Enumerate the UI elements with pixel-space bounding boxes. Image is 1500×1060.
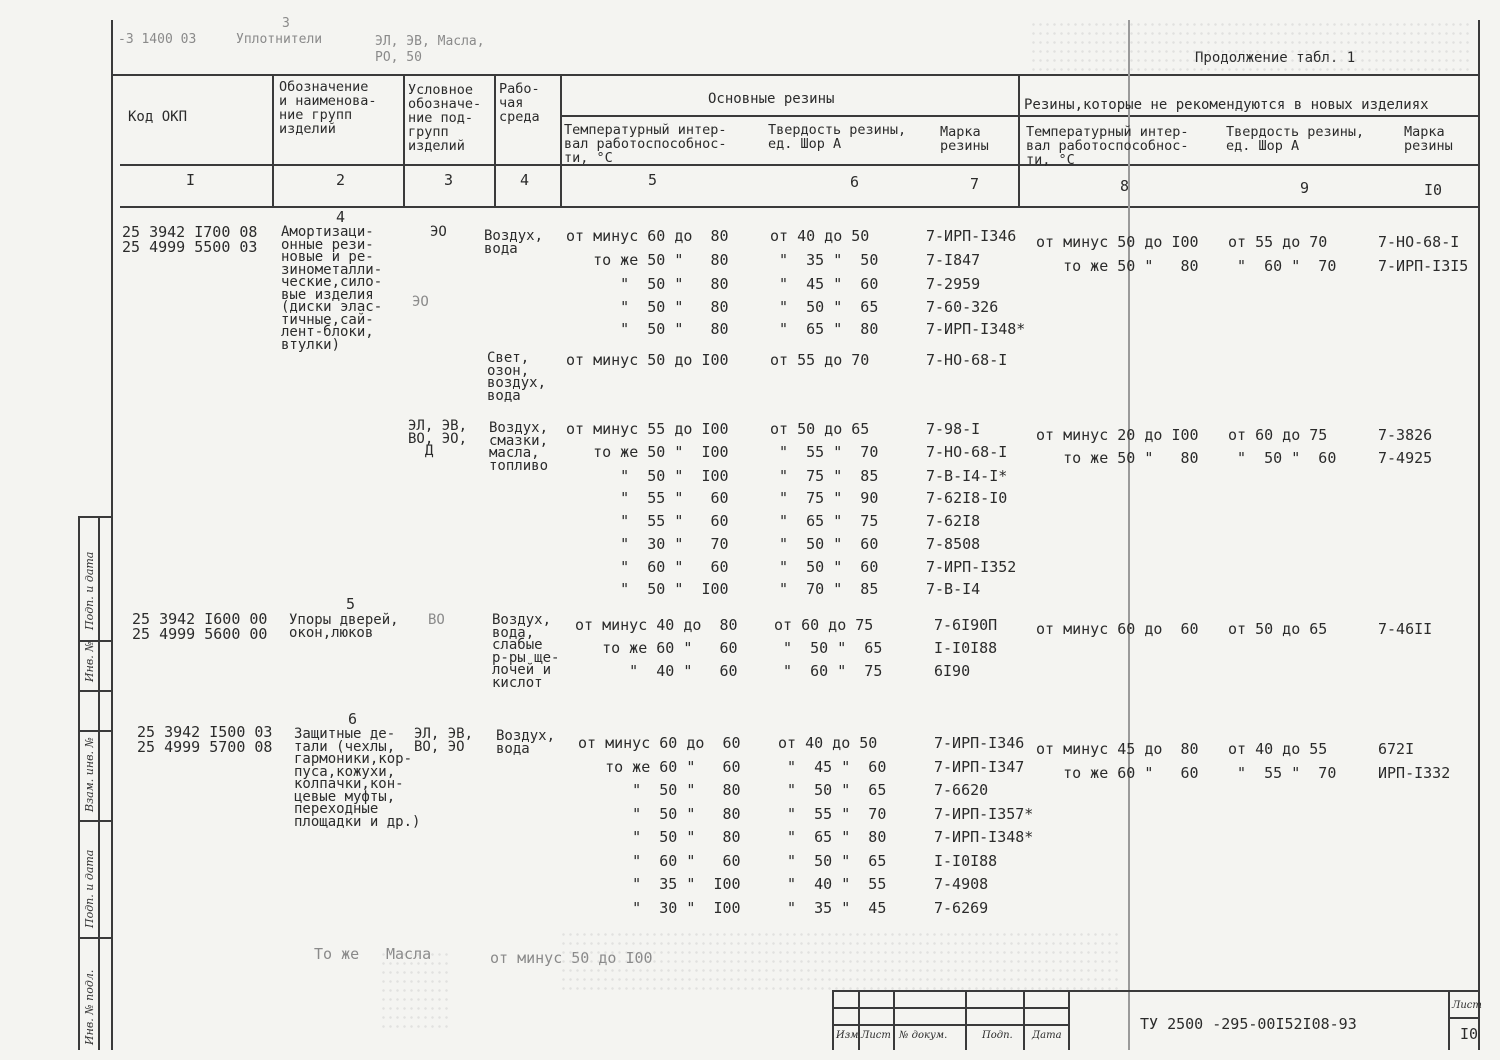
hardness-range: от 50 до 65: [770, 420, 870, 438]
stamp-v: [858, 990, 860, 1050]
rubber-brand: 7-В-I4: [926, 580, 981, 598]
scan-noise: [380, 950, 450, 1030]
rubber-brand-not-recommended: 7-3826: [1378, 426, 1433, 444]
hardness-range: " 40 " 55: [778, 875, 887, 893]
col-num-2: 2: [336, 171, 346, 189]
stamp-line: [1448, 1017, 1478, 1019]
hardness-range: " 50 " 65: [778, 781, 887, 799]
stamp-v: [1068, 990, 1070, 1050]
col-num-9: 9: [1300, 179, 1310, 197]
hardness-range: " 50 " 65: [778, 852, 887, 870]
same-as-above: То же: [314, 945, 360, 963]
temp-range: " 50 " 80: [578, 805, 741, 823]
col-num-8: 8: [1120, 177, 1130, 195]
hardness-range: от 55 до 70: [770, 351, 870, 369]
temp-range: " 40 " 60: [575, 662, 738, 680]
temp-range-not-recommended: от минус 50 до I00: [1036, 233, 1199, 251]
rubber-brand-not-recommended: 672I: [1378, 740, 1415, 758]
col-divider: [403, 74, 405, 206]
temp-range: то же 50 " 80: [566, 251, 729, 269]
temp-range: " 60 " 60: [578, 852, 741, 870]
temp-range: от минус 40 до 80: [575, 616, 738, 634]
working-medium: Воздух, вода: [484, 228, 544, 257]
temp-range: " 30 " I00: [578, 899, 741, 917]
rubber-brand: 7-62I8-I0: [926, 489, 1008, 507]
temp-range: " 50 " 80: [566, 275, 729, 293]
side-label-sign-date-1: Подп. и дата: [83, 551, 96, 630]
col-num-4: 4: [520, 171, 530, 189]
side-box-line: [78, 730, 112, 732]
rubber-brand: 7-2959: [926, 275, 981, 293]
header-brand: Марка резины: [940, 124, 989, 154]
rubber-brand: 7-ИРП-I348*: [934, 828, 1034, 846]
okp-code: 25 3942 I500 03 25 4999 5700 08: [137, 723, 273, 756]
rubber-brand: 7-6I90П: [934, 616, 998, 634]
col-num-5: 5: [648, 171, 658, 189]
top-header-num: 3: [282, 16, 290, 31]
side-box-line: [78, 937, 112, 939]
rubber-brand-not-recommended: 7-ИРП-I3I5: [1378, 257, 1469, 275]
header-main-rubbers: Основные резины: [708, 91, 835, 107]
hardness-range: " 50 " 65: [770, 298, 879, 316]
rubber-brand: 7-ИРП-I352: [926, 558, 1017, 576]
rubber-brand: 7-ИРП-I346: [926, 227, 1017, 245]
temp-range-not-recommended: от минус 20 до I00: [1036, 426, 1199, 444]
hardness-not-recommended: " 60 " 70: [1228, 257, 1337, 275]
group-number: 6: [348, 710, 358, 728]
hardness-not-recommended: от 60 до 75: [1228, 426, 1328, 444]
rubber-brand: 7-ИРП-I348*: [926, 320, 1026, 338]
header-group: Обозначение и наименова- ние групп изделий: [279, 79, 377, 137]
hardness-range: " 65 " 80: [770, 320, 879, 338]
subgroup-code: ЭЛ, ЭВ, ВО, ЭО: [414, 726, 474, 755]
rubber-brand-not-recommended: 7-46II: [1378, 620, 1433, 638]
hardness-range: " 70 " 85: [770, 580, 879, 598]
temp-range-not-recommended: то же 60 " 60: [1036, 764, 1199, 782]
hardness-range: " 50 " 65: [774, 639, 883, 657]
group-number: 4: [336, 208, 346, 226]
hardness-range: " 50 " 60: [770, 558, 879, 576]
header-bottom-line: [120, 164, 1478, 166]
rubber-brand: 7-8508: [926, 535, 981, 553]
temp-range-not-recommended: то же 50 " 80: [1036, 449, 1199, 467]
subgroup-code: ВО: [428, 612, 445, 628]
hardness-range: " 55 " 70: [778, 805, 887, 823]
temp-range: то же 60 " 60: [578, 758, 741, 776]
temp-range: от минус 55 до I00: [566, 420, 729, 438]
group-name: Амортизаци- онные рези- новые и ре- зинометалли- ческие,сило- вые изделия (диски элас- тичные,сай- лент-блоки, втулки): [281, 224, 383, 353]
side-label-sign-date-2: Подп. и дата: [83, 849, 96, 928]
col-number-line: [120, 206, 1478, 208]
hardness-range: " 75 " 85: [770, 467, 879, 485]
hardness-range: " 35 " 50: [770, 251, 879, 269]
temp-range: от минус 60 до 60: [578, 734, 741, 752]
top-types-2: РО, 50: [375, 50, 422, 65]
rubber-brand-not-recommended: 7-4925: [1378, 449, 1433, 467]
stamp-v: [1448, 990, 1450, 1050]
side-label-replace-inv: Взам. инв. №: [83, 737, 96, 812]
rubber-brand: 7-НО-68-I: [926, 351, 1008, 369]
header-medium: Рабо- чая среда: [499, 81, 540, 125]
header-not-recommended: Резины,которые не рекомендуются в новых изделиях: [1024, 97, 1429, 113]
top-code: -3 1400 03: [118, 32, 197, 47]
header-brand-2: Марка резины: [1404, 124, 1453, 154]
group-number: 5: [346, 595, 356, 613]
stamp-col-change: Изм: [836, 1030, 859, 1041]
side-box-line: [78, 690, 112, 692]
hardness-range: " 55 " 70: [770, 443, 879, 461]
table-top-line: [111, 74, 1479, 76]
hardness-range: от 40 до 50: [778, 734, 878, 752]
header-temp-2: Температурный интер- вал работоспособнос- ти, °С: [1026, 124, 1189, 168]
rubber-brand: 7-ИРП-I347: [934, 758, 1025, 776]
hardness-range: от 60 до 75: [774, 616, 874, 634]
side-box-line: [78, 820, 112, 822]
hardness-range: " 35 " 45: [778, 899, 887, 917]
stamp-col-date: Дата: [1032, 1030, 1062, 1041]
stamp-top: [832, 990, 1478, 992]
hardness-range: " 60 " 75: [774, 662, 883, 680]
side-box-left: [78, 516, 80, 1050]
temp-range: то же 50 " I00: [566, 443, 729, 461]
temp-range: от минус 50 до I00: [566, 351, 729, 369]
temp-range-not-recommended: от минус 45 до 80: [1036, 740, 1199, 758]
temp-range: " 30 " 70: [566, 535, 729, 553]
hardness-range: " 45 " 60: [770, 275, 879, 293]
doc-designation: ТУ 2500 -295-00I52I08-93: [1140, 1015, 1357, 1033]
col-num-1: I: [186, 171, 196, 189]
scan-noise: [1030, 20, 1470, 72]
temp-range: " 60 " 60: [566, 558, 729, 576]
frame-left-border: [111, 20, 113, 1050]
temp-range: " 50 " 80: [578, 828, 741, 846]
rubber-brand: I-I0I88: [934, 852, 998, 870]
sheet-number: I0: [1460, 1025, 1479, 1043]
stamp-col-doc: № докум.: [899, 1030, 948, 1041]
temp-range: " 50 " 80: [578, 781, 741, 799]
temp-range-not-recommended: от минус 60 до 60: [1036, 620, 1199, 638]
stamp-v: [893, 990, 895, 1050]
rubber-brand: 7-В-I4-I*: [926, 467, 1008, 485]
fold-line: [1128, 20, 1130, 1050]
temp-range: " 35 " I00: [578, 875, 741, 893]
rubber-brand: 7-НО-68-I: [926, 443, 1008, 461]
rubber-brand: 7-I847: [926, 251, 981, 269]
subgroup-code: ЭО: [412, 294, 429, 310]
rubber-brand: 7-ИРП-I346: [934, 734, 1025, 752]
rubber-brand: 6I90: [934, 662, 971, 680]
rubber-brand: 7-ИРП-I357*: [934, 805, 1034, 823]
side-box-mid: [98, 516, 100, 1050]
scan-noise: [560, 930, 1120, 990]
top-types: ЭЛ, ЭВ, Масла,: [375, 34, 485, 49]
working-medium: Воздух, вода: [496, 728, 556, 757]
oils-label: Масла: [386, 945, 432, 963]
stamp-col-sign: Подп.: [982, 1030, 1013, 1041]
hardness-range: " 75 " 90: [770, 489, 879, 507]
rubber-brand: 7-98-I: [926, 420, 981, 438]
col-divider: [1018, 74, 1020, 206]
header-temp: Температурный интер- вал работоспособнос- ти, °С: [564, 122, 727, 166]
okp-code: 25 3942 I700 08 25 4999 5500 03: [122, 223, 258, 256]
stamp-v: [965, 990, 967, 1050]
col-num-7: 7: [970, 175, 980, 193]
hardness-range: от 40 до 50: [770, 227, 870, 245]
temp-range: " 50 " 80: [566, 298, 729, 316]
stamp-col-sheet: Лист: [861, 1030, 891, 1041]
rubber-brand-not-recommended: ИРП-I332: [1378, 764, 1451, 782]
temp-range: " 50 " I00: [566, 467, 729, 485]
rubber-brand: 7-62I8: [926, 512, 981, 530]
stamp-v: [1023, 990, 1025, 1050]
rubber-brand-not-recommended: 7-НО-68-I: [1378, 233, 1460, 251]
oils-temp-range: от минус 50 до I00: [490, 949, 653, 967]
hardness-not-recommended: от 40 до 55: [1228, 740, 1328, 758]
header-hardness: Твердость резины, ед. Шор А: [768, 122, 907, 152]
temp-range: " 55 " 60: [566, 512, 729, 530]
side-label-inv: Инв. №: [83, 641, 96, 682]
group-name: Упоры дверей, окон,люков: [289, 612, 399, 641]
col-num-10: I0: [1424, 181, 1443, 199]
rubber-brand: 7-6620: [934, 781, 989, 799]
top-header-text: Уплотнители: [236, 32, 323, 47]
okp-code: 25 3942 I600 00 25 4999 5600 00: [132, 610, 268, 643]
subgroup-code: ЭЛ, ЭВ, ВО, ЭО, Д: [408, 418, 468, 459]
working-medium: Воздух, смазки, масла, топливо: [489, 420, 549, 474]
frame-right-border: [1478, 20, 1480, 1050]
col-num-6: 6: [850, 173, 860, 191]
header-hardness-2: Твердость резины, ед. Шор А: [1226, 124, 1365, 154]
col-divider: [272, 74, 274, 206]
hardness-not-recommended: " 55 " 70: [1228, 764, 1337, 782]
hardness-range: " 65 " 80: [778, 828, 887, 846]
working-medium: Свет, озон, воздух, вода: [487, 350, 547, 404]
rubber-brand: I-I0I88: [934, 639, 998, 657]
subgroup-code: ЭО: [430, 224, 447, 240]
col-divider: [560, 74, 562, 206]
header-okp: Код ОКП: [128, 109, 188, 125]
header-subgroup: Условное обозначе- ние под- групп изделий: [408, 82, 482, 154]
working-medium: Воздух, вода, слабые р-ры ще- лочей и кислот: [492, 612, 560, 691]
stamp-v: [832, 990, 834, 1050]
temp-range: от минус 60 до 80: [566, 227, 729, 245]
hardness-range: " 50 " 60: [770, 535, 879, 553]
temp-range: " 50 " I00: [566, 580, 729, 598]
col-num-3: 3: [444, 171, 454, 189]
rubber-brand: 7-4908: [934, 875, 989, 893]
group-name: Защитные де- тали (чехлы, гармоники,кор- пуса,кожухи, колпачки,кон- цевые муфты, переходные площадки и др.): [294, 726, 421, 830]
stamp-line: [832, 1007, 1068, 1009]
continuation-label: Продолжение табл. 1: [1195, 50, 1356, 66]
hardness-range: " 65 " 75: [770, 512, 879, 530]
side-box-line: [78, 516, 112, 518]
side-label-inv-orig: Инв. № подл.: [83, 969, 96, 1045]
col-divider: [494, 74, 496, 206]
temp-range: " 55 " 60: [566, 489, 729, 507]
hardness-range: " 45 " 60: [778, 758, 887, 776]
hardness-not-recommended: " 50 " 60: [1228, 449, 1337, 467]
hardness-not-recommended: от 55 до 70: [1228, 233, 1328, 251]
hardness-not-recommended: от 50 до 65: [1228, 620, 1328, 638]
rubber-brand: 7-60-326: [926, 298, 999, 316]
sheet-label: Лист: [1452, 1000, 1482, 1011]
rubber-brand: 7-6269: [934, 899, 989, 917]
temp-range: " 50 " 80: [566, 320, 729, 338]
temp-range: то же 60 " 60: [575, 639, 738, 657]
stamp-line: [832, 1024, 1068, 1026]
temp-range-not-recommended: то же 50 " 80: [1036, 257, 1199, 275]
